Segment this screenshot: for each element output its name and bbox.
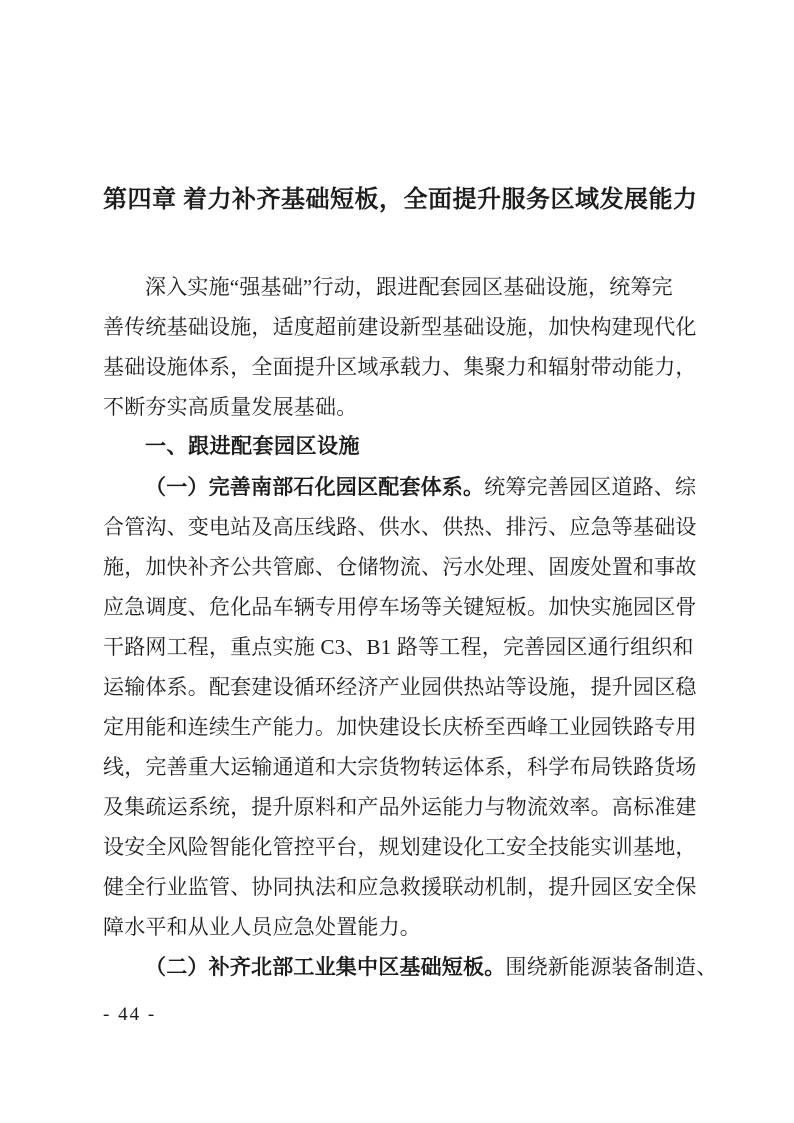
body-text-block [103, 267, 718, 987]
text-line: 障水平和从业人员应急处置能力。 [103, 915, 421, 939]
item1-paragraph [103, 467, 697, 947]
text-line: 应急调度、危化品车辆专用停车场等关键短板。加快实施园区骨 [103, 595, 697, 619]
item2-first-line-rest: 围绕新能源装备制造、 [505, 955, 718, 979]
text-line: 合管沟、变电站及高压线路、供水、供热、排污、应急等基础设 [103, 515, 697, 539]
text-line: 干路网工程，重点实施 C3、B1 路等工程，完善园区通行组织和 [103, 635, 694, 659]
text-line: 运输体系。配套建设循环经济产业园供热站等设施，提升园区稳 [103, 675, 697, 699]
item2-paragraph [103, 947, 718, 987]
page-number: - 44 - [103, 1004, 157, 1025]
text-line: 设安全风险智能化管控平台，规划建设化工安全技能实训基地， [103, 835, 697, 859]
text-line: 不断夯实高质量发展基础。 [103, 395, 358, 419]
intro-paragraph [103, 267, 697, 427]
section-heading: 一、跟进配套园区设施 [145, 435, 360, 458]
item1-first-line-rest: 统筹完善园区道路、综 [484, 475, 697, 499]
text-line: 深入实施“强基础”行动，跟进配套园区基础设施，统筹完 [145, 275, 673, 299]
text-line [103, 947, 718, 987]
text-line: 线，完善重大运输通道和大宗货物转运体系，科学布局铁路货场 [103, 755, 697, 779]
text-line [103, 467, 697, 507]
text-line: 施，加快补齐公共管廊、仓储物流、污水处理、固废处置和事故 [103, 555, 697, 579]
item1-lead-label: （一）完善南部石化园区配套体系。 [145, 475, 485, 499]
text-line: 定用能和连续生产能力。加快建设长庆桥至西峰工业园铁路专用 [103, 715, 697, 739]
text-line: 基础设施体系，全面提升区域承载力、集聚力和辐射带动能力， [103, 355, 697, 379]
chapter-title: 第四章 着力补齐基础短板，全面提升服务区域发展能力 [103, 187, 698, 213]
text-line: 健全行业监管、协同执法和应急救援联动机制，提升园区安全保 [103, 875, 697, 899]
text-line: 及集疏运系统，提升原料和产品外运能力与物流效率。高标准建 [103, 795, 697, 819]
item2-lead-label: （二）补齐北部工业集中区基础短板。 [145, 955, 506, 979]
text-line: 善传统基础设施，适度超前建设新型基础设施，加快构建现代化 [103, 315, 697, 339]
